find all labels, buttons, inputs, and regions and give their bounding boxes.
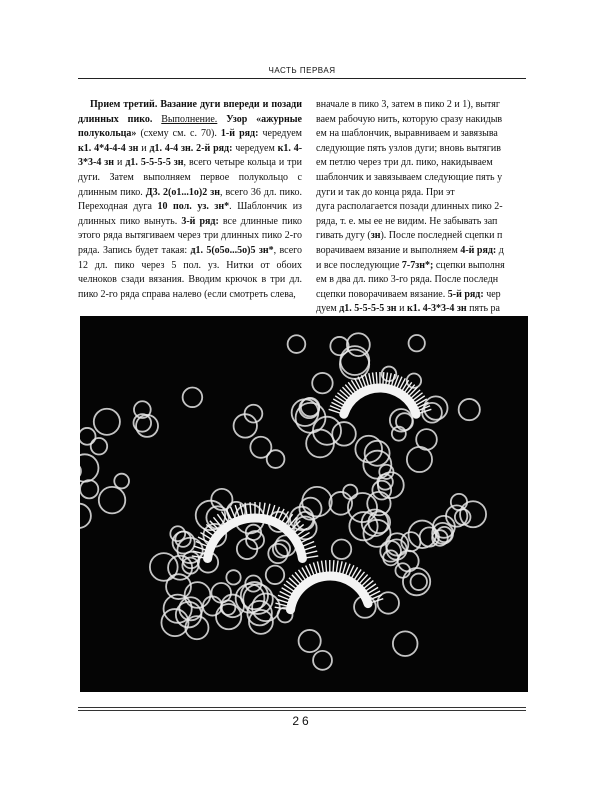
right-text-column [316, 98, 531, 317]
right-line: ряда, т. е. мы ее не видим. Не забывать зап [316, 215, 498, 227]
lace-illustration [80, 316, 528, 692]
formula-5: Д3. 2(о1...1о)2 зн [145, 186, 220, 198]
right-line: следующие пять узлов дуги; вновь вытягив [316, 142, 501, 154]
right-line: шаблончик и завязываем следующие пять у [316, 171, 503, 183]
line11a: ворачиваем вязание и выполняем [316, 244, 461, 256]
right-line [316, 244, 531, 259]
page-number: 26 [292, 714, 312, 728]
running-header: ЧАСТЬ ПЕРВАЯ [268, 66, 336, 75]
formula-7: д1. 5(о5о...5о)5 зн* [190, 244, 274, 256]
execution-label: Выполнение. [161, 113, 218, 125]
right-line: вначале в пико 3, затем в пико 2 и 1), вытяг [316, 99, 500, 110]
line15e: пять ра [466, 303, 500, 315]
line11c: д [496, 244, 504, 256]
text-e: , всего 12 дл. пико через 5 пол. уз. Нитки от обоих челноков сзади вязания. Вводим крючок в три дл. пико 2-го ряда справа налево (если смотреть слева, [78, 244, 302, 300]
formula-1: к1. 4*4-4-4 зн [78, 142, 139, 154]
formula-6: 10 пол. уз. зн* [157, 201, 230, 213]
header-rule [78, 78, 526, 79]
left-paragraph [78, 98, 302, 302]
line15c: и [396, 303, 407, 315]
row2-text: чередуем [235, 142, 275, 154]
text-a: , всего четыре кольца и три дуги. Затем выполняем первое полукольцо с длинным пико. [78, 157, 303, 198]
text-c: . Шаблончик из длинных пико вынуть. [78, 201, 303, 227]
text-d: все длинные пико этого ряда вытягиваем через три длинных пико 2-го ряда. Запись будет такая: [78, 215, 303, 256]
right-line [316, 259, 531, 274]
section-title: Прием третий. Вазание дуги впереди и позади длинных пико. [78, 99, 302, 125]
right-line: ем на шаблончик, выравниваем и завязыва [316, 128, 498, 140]
right-line: дуга располагается позади длинных пико 2- [316, 201, 503, 213]
line15d: к1. 4-3*3-4 зн [406, 303, 467, 315]
text-b: , всего 36 дл. пико. Переходная дуга [78, 186, 303, 213]
line11b: 4-й ряд: [460, 244, 497, 256]
pattern-name: Узор «ажурные полукольца» [78, 113, 302, 140]
line10a: гивать дугу ( [316, 230, 371, 242]
line14c: чер [483, 288, 501, 300]
footer-rule-2 [78, 710, 526, 711]
scheme-ref: (схему см. с. 70). [140, 128, 217, 140]
right-line: ваем рабочую нить, которую сразу накидыв [316, 113, 503, 125]
lace-photo [80, 316, 528, 692]
left-text-column [78, 98, 302, 302]
formula-4: д1. 5-5-5-5 зн [125, 157, 184, 169]
footer-rule [78, 707, 526, 708]
formula-2: д1. 4-4 зн. [149, 142, 194, 154]
line12b: 7-7зн*; [401, 259, 434, 271]
row2-label: 2-й ряд: [196, 142, 233, 154]
line10c: ). После последней сцепки п [380, 230, 503, 242]
row3-label: 3-й ряд: [181, 215, 219, 227]
and-1: и [141, 142, 147, 154]
line14: сцепки поворачиваем вязание. [316, 288, 446, 300]
line14b: 5-й ряд: [445, 288, 484, 300]
right-line: ем петлю через три дл. пико, накидываем [316, 157, 493, 169]
right-line: ем в два дл. пико 3-го ряда. После последн [316, 274, 499, 286]
line12a: и все последующие [316, 259, 402, 271]
line15b: д1. 5-5-5-5 зн [339, 303, 397, 315]
and-2: и [117, 157, 123, 169]
right-line [316, 288, 531, 303]
line12c: сцепки выполня [433, 259, 505, 271]
row1-label: 1-й ряд: [220, 128, 259, 140]
right-line [316, 302, 531, 317]
right-line: дуги и так до конца ряда. При эт [316, 186, 455, 198]
line10b: зн [370, 230, 381, 242]
right-line [316, 229, 531, 244]
formula-3: к1. 4-3*3-4 зн [78, 142, 303, 169]
line15a: дуем [316, 303, 340, 315]
row1-text: чередуем [262, 128, 302, 140]
